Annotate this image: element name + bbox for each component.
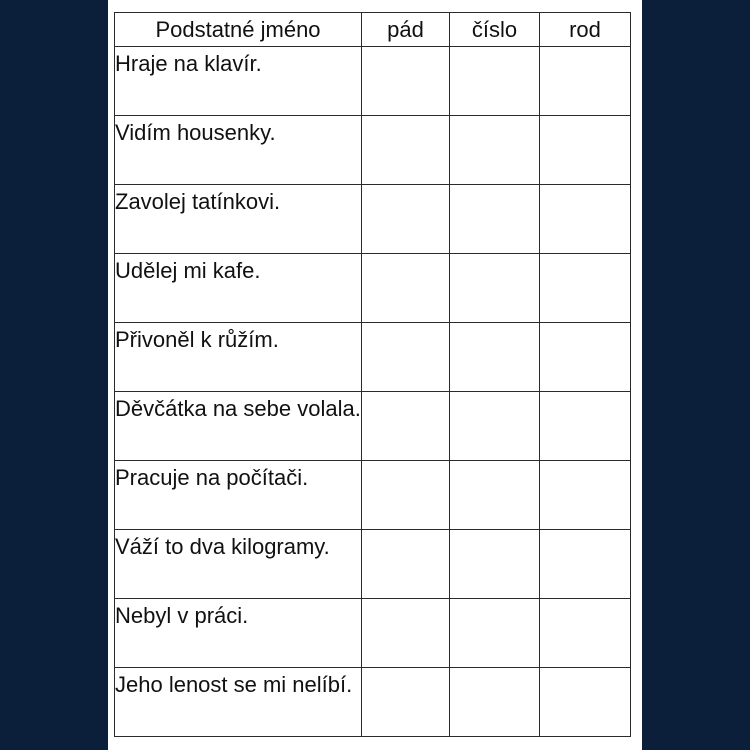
table-row (115, 254, 631, 323)
sentence-cell: Přivoněl k růžím. (115, 323, 362, 392)
gender-cell[interactable] (540, 116, 631, 185)
gender-cell[interactable] (540, 668, 631, 737)
number-cell[interactable] (450, 116, 540, 185)
number-cell[interactable] (450, 185, 540, 254)
table-row (115, 47, 631, 116)
header-row (115, 13, 631, 47)
sentence-cell: Nebyl v práci. (115, 599, 362, 668)
number-cell[interactable] (450, 599, 540, 668)
sentence-cell: Hraje na klavír. (115, 47, 362, 116)
header-noun: Podstatné jméno (115, 13, 362, 47)
sentence-cell: Vidím housenky. (115, 116, 362, 185)
case-cell[interactable] (362, 116, 450, 185)
case-cell[interactable] (362, 392, 450, 461)
table-row (115, 392, 631, 461)
case-cell[interactable] (362, 185, 450, 254)
sentence-cell: Děvčátka na sebe volala. (115, 392, 362, 461)
case-cell[interactable] (362, 599, 450, 668)
sentence-cell: Váží to dva kilogramy. (115, 530, 362, 599)
number-cell[interactable] (450, 47, 540, 116)
table-row (115, 668, 631, 737)
table-row (115, 461, 631, 530)
gender-cell[interactable] (540, 47, 631, 116)
number-cell[interactable] (450, 254, 540, 323)
gender-cell[interactable] (540, 599, 631, 668)
number-cell[interactable] (450, 323, 540, 392)
case-cell[interactable] (362, 323, 450, 392)
table-row (115, 185, 631, 254)
case-cell[interactable] (362, 530, 450, 599)
header-case: pád (362, 13, 450, 47)
sentence-cell: Pracuje na počítači. (115, 461, 362, 530)
gender-cell[interactable] (540, 530, 631, 599)
case-cell[interactable] (362, 461, 450, 530)
table-row (115, 116, 631, 185)
sentence-cell: Udělej mi kafe. (115, 254, 362, 323)
case-cell[interactable] (362, 254, 450, 323)
case-cell[interactable] (362, 668, 450, 737)
header-gender: rod (540, 13, 631, 47)
case-cell[interactable] (362, 47, 450, 116)
gender-cell[interactable] (540, 461, 631, 530)
gender-cell[interactable] (540, 392, 631, 461)
table-row (115, 530, 631, 599)
gender-cell[interactable] (540, 254, 631, 323)
table-row (115, 323, 631, 392)
gender-cell[interactable] (540, 323, 631, 392)
sentence-cell: Zavolej tatínkovi. (115, 185, 362, 254)
worksheet-page (108, 0, 642, 750)
sentence-cell: Jeho lenost se mi nelíbí. (115, 668, 362, 737)
number-cell[interactable] (450, 668, 540, 737)
number-cell[interactable] (450, 392, 540, 461)
number-cell[interactable] (450, 461, 540, 530)
grammar-table (114, 12, 631, 737)
number-cell[interactable] (450, 530, 540, 599)
header-number: číslo (450, 13, 540, 47)
gender-cell[interactable] (540, 185, 631, 254)
table-row (115, 599, 631, 668)
